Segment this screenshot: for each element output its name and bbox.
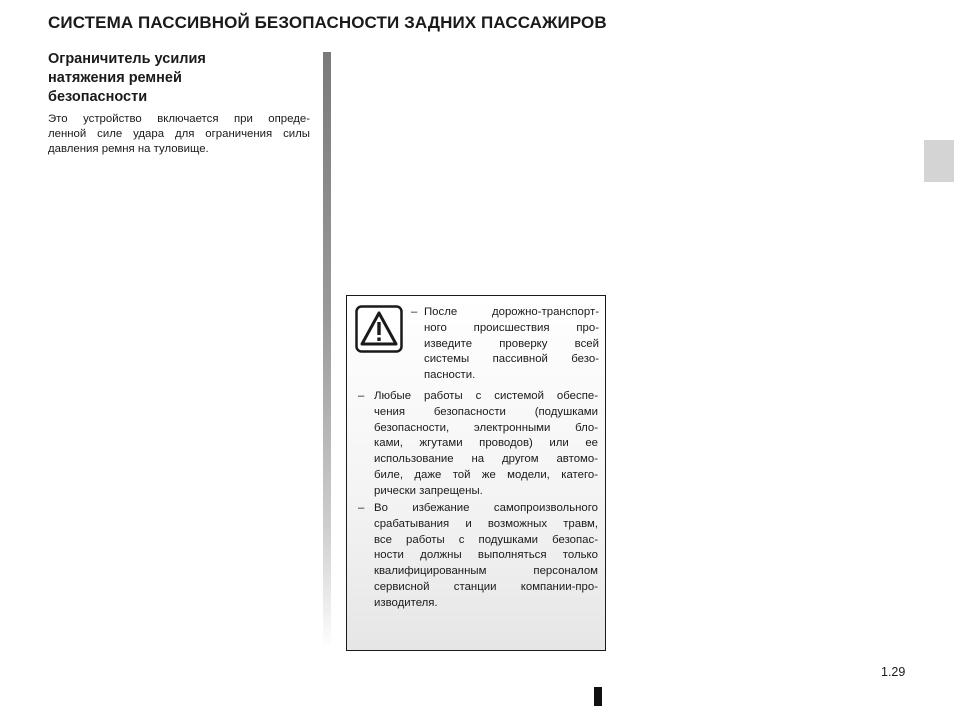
dash: – bbox=[411, 306, 418, 318]
warning-triangle-icon bbox=[355, 305, 403, 353]
warning-box bbox=[346, 295, 606, 651]
warning-line: чения безопасности (подушками bbox=[374, 405, 598, 418]
body-line: Это устройство включается при опреде- bbox=[48, 113, 310, 125]
warning-line: Во избежание самопроизвольного bbox=[374, 502, 598, 514]
bottom-marker bbox=[594, 687, 602, 706]
body-line: давления ремня на туловище. bbox=[48, 143, 209, 156]
section-body bbox=[48, 112, 310, 158]
warning-line: рически запрещены. bbox=[374, 484, 483, 497]
body-line: ленной силе удара для ограничения силы bbox=[48, 128, 310, 141]
warning-line: квалифицированным персоналом bbox=[374, 565, 598, 578]
warning-line: сервисной станции компании-про- bbox=[374, 580, 598, 593]
warning-line: ности должны выполняться только bbox=[374, 549, 598, 562]
warning-line: все работы с подушками безопас- bbox=[374, 533, 598, 546]
section-heading bbox=[48, 50, 278, 107]
warning-line: изведите проверку всей bbox=[424, 337, 599, 350]
dash: – bbox=[358, 390, 365, 402]
heading-line: безопасности bbox=[48, 89, 148, 105]
warning-line: ного происшествия про- bbox=[424, 321, 599, 334]
warning-line: биле, даже той же модели, катего- bbox=[374, 468, 598, 481]
warning-line: безопасности, электронными бло- bbox=[374, 421, 598, 434]
warning-line: срабатывания и возможных травм, bbox=[374, 517, 598, 530]
heading-line: натяжения ремней bbox=[48, 70, 182, 86]
warning-line: После дорожно-транспорт- bbox=[424, 306, 599, 318]
chapter-tab bbox=[924, 140, 954, 182]
page-number: 1.29 bbox=[881, 665, 906, 679]
warning-line: системы пассивной безо- bbox=[424, 353, 599, 366]
column-divider bbox=[323, 52, 331, 650]
warning-line: пасности. bbox=[424, 369, 476, 382]
dash: – bbox=[358, 502, 365, 514]
warning-line: Любые работы с системой обеспе- bbox=[374, 390, 598, 402]
warning-line: ками, жгутами проводов) или ее bbox=[374, 437, 598, 450]
warning-line: использование на другом автомо- bbox=[374, 453, 598, 466]
page-title: СИСТЕМА ПАССИВНОЙ БЕЗОПАСНОСТИ ЗАДНИХ ПАССАЖИРОВ bbox=[48, 13, 607, 32]
warning-line: изводителя. bbox=[374, 596, 438, 609]
heading-line: Ограничитель усилия bbox=[48, 51, 206, 67]
